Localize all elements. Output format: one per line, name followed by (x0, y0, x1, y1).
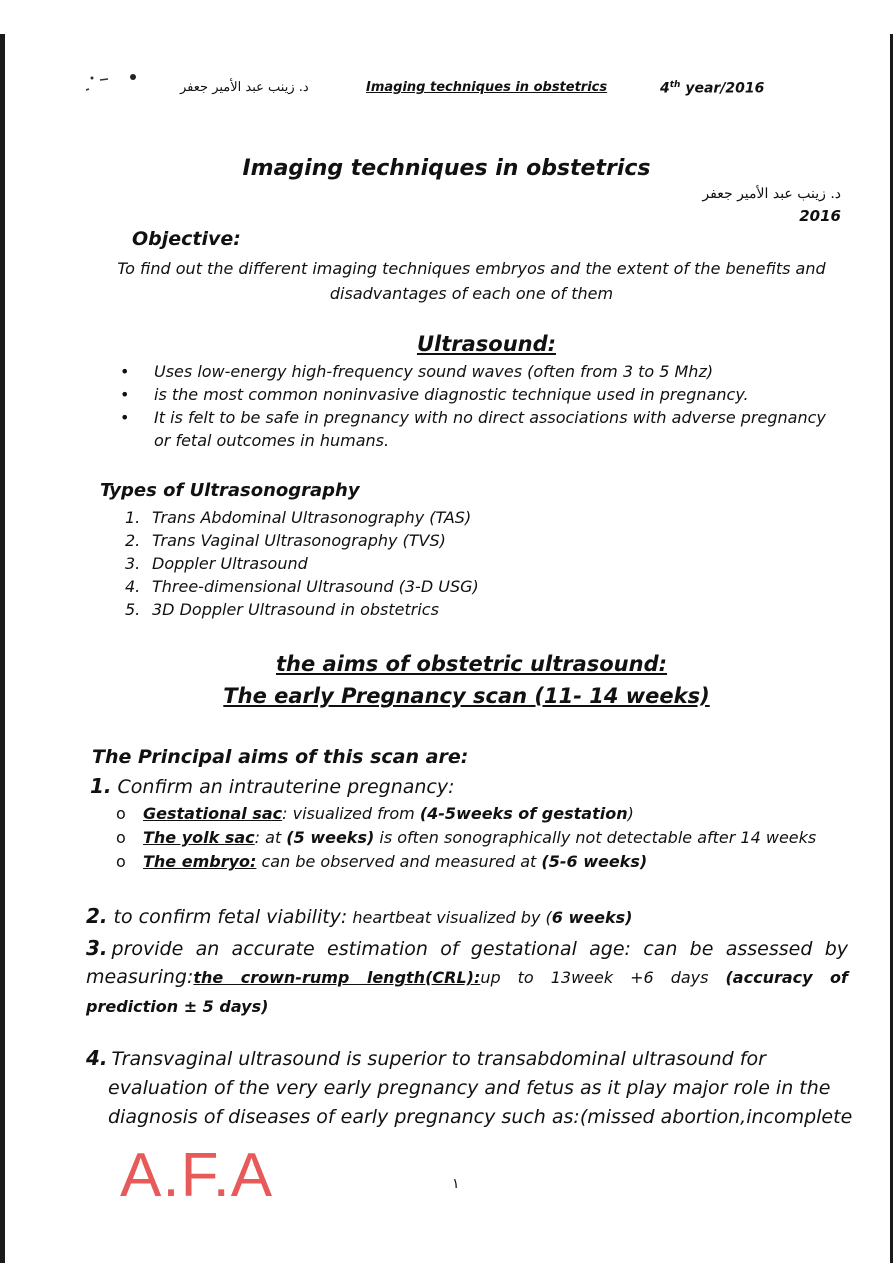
sub-item-text-end: is often sonographically not detectable after 14 weeks (374, 828, 817, 847)
point-number: 4. (86, 1046, 108, 1070)
types-item (125, 600, 439, 619)
bullet-icon: • (120, 362, 130, 381)
sub-item-text-end: ) (627, 804, 634, 823)
sub-item (116, 852, 647, 871)
bullet-icon: • (120, 385, 130, 404)
header-year-suffix: year/2016 (680, 80, 765, 97)
types-item-text: Doppler Ultrasound (152, 554, 308, 573)
point-text: provide an accurate estimation of gestational age: can be assessed by measuring: (86, 938, 848, 988)
types-heading: Types of Ultrasonography (100, 480, 360, 501)
bullet-text: is the most common noninvasive diagnostic technique used in pregnancy. (154, 385, 749, 404)
principal-point-4 (86, 1044, 856, 1132)
point-number: 2. (86, 904, 108, 928)
sub-item-text: can be observed and measured at (256, 852, 542, 871)
principal-point-1 (90, 774, 455, 798)
point-line-1: Transvaginal ultrasound is superior to transabdominal ultrasound for (111, 1048, 766, 1070)
header-year-sup: th (669, 80, 681, 90)
afa-stamp: A.F.A (120, 1141, 274, 1210)
header-year (660, 80, 764, 97)
sub-item-text: : visualized from (282, 804, 420, 823)
point-bold-text: (accuracy of prediction ± 5 days) (86, 968, 848, 1016)
bullet-text: It is felt to be safe in pregnancy with no direct associations with adverse pregnancy or fetal outcomes in humans. (154, 408, 826, 450)
crl-term: the crown-rump length(CRL): (193, 968, 481, 987)
types-item-number: 2. (125, 531, 141, 550)
principal-point-3 (86, 934, 848, 1021)
scan-marks-icon (80, 72, 140, 102)
point-small-text: heartbeat visualized by ( (347, 908, 552, 927)
principal-heading: The Principal aims of this scan are: (92, 746, 469, 768)
sub-item-bold: (4-5weeks of gestation (419, 804, 628, 823)
types-item-text: Trans Vaginal Ultrasonography (TVS) (152, 531, 446, 550)
sub-item-bold: (5-6 weeks) (541, 852, 648, 871)
title-year: 2016 (799, 207, 841, 225)
point-text: to confirm fetal viability: (113, 906, 348, 928)
types-item-text: 3D Doppler Ultrasound in obstetrics (152, 600, 439, 619)
types-item-number: 1. (125, 508, 141, 527)
header-author-arabic: د. زينب عبد الأمير جعفر (180, 80, 309, 95)
types-item (125, 531, 446, 550)
ultrasound-bullet (120, 383, 840, 406)
principal-point-2 (86, 904, 632, 928)
point-text: Confirm an intrauterine pregnancy: (117, 776, 455, 798)
aims-heading: the aims of obstetric ultrasound: (275, 652, 668, 676)
types-item-number: 5. (125, 600, 141, 619)
types-item-number: 3. (125, 554, 141, 573)
point-number: 3. (86, 936, 108, 960)
types-item-number: 4. (125, 577, 141, 596)
sub-item (116, 804, 634, 823)
point-bold-text: 6 weeks) (551, 908, 633, 927)
types-item-text: Three-dimensional Ultrasound (3-D USG) (152, 577, 479, 596)
sub-item-label: Gestational sac (143, 804, 283, 823)
sub-item (116, 828, 816, 847)
sub-item-bold: (5 weeks) (286, 828, 375, 847)
ultrasound-bullet (120, 406, 840, 452)
types-item-text: Trans Abdominal Ultrasonography (TAS) (152, 508, 472, 527)
point-number: 1. (90, 774, 112, 798)
types-item (125, 508, 471, 527)
objective-heading: Objective: (132, 228, 241, 250)
point-line-3: diagnosis of diseases of early pregnancy such as:(missed abortion,incomplete (108, 1106, 853, 1128)
bullet-icon: • (120, 408, 130, 427)
page-title: Imaging techniques in obstetrics (242, 156, 651, 181)
types-item (125, 577, 479, 596)
circle-bullet-icon: o (116, 804, 126, 823)
sub-item-text: : at (254, 828, 287, 847)
sub-item-label: The yolk sac (143, 828, 255, 847)
point-small-text: up to 13week +6 days (480, 968, 726, 987)
ultrasound-heading: Ultrasound: (416, 332, 557, 356)
page-number: ١ (452, 1176, 460, 1192)
bullet-text: Uses low-energy high-frequency sound waves (often from 3 to 5 Mhz) (154, 362, 714, 381)
circle-bullet-icon: o (116, 828, 126, 847)
ultrasound-bullet (120, 360, 840, 383)
scan-edge-left (0, 34, 5, 1263)
sub-item-label: The embryo: (143, 852, 257, 871)
types-item (125, 554, 308, 573)
point-line-2: evaluation of the very early pregnancy and fetus as it play major role in the (108, 1077, 831, 1099)
circle-bullet-icon: o (116, 852, 126, 871)
early-scan-heading: The early Pregnancy scan (11- 14 weeks) (223, 684, 710, 708)
header-title: Imaging techniques in obstetrics (366, 80, 608, 95)
objective-text: To find out the different imaging techniques embryos and the extent of the benefits and disadvantages of each one of them (117, 259, 826, 303)
header-year-prefix: 4 (660, 80, 670, 97)
title-author-arabic: د. زينب عبد الأمير جعفر (702, 186, 841, 202)
